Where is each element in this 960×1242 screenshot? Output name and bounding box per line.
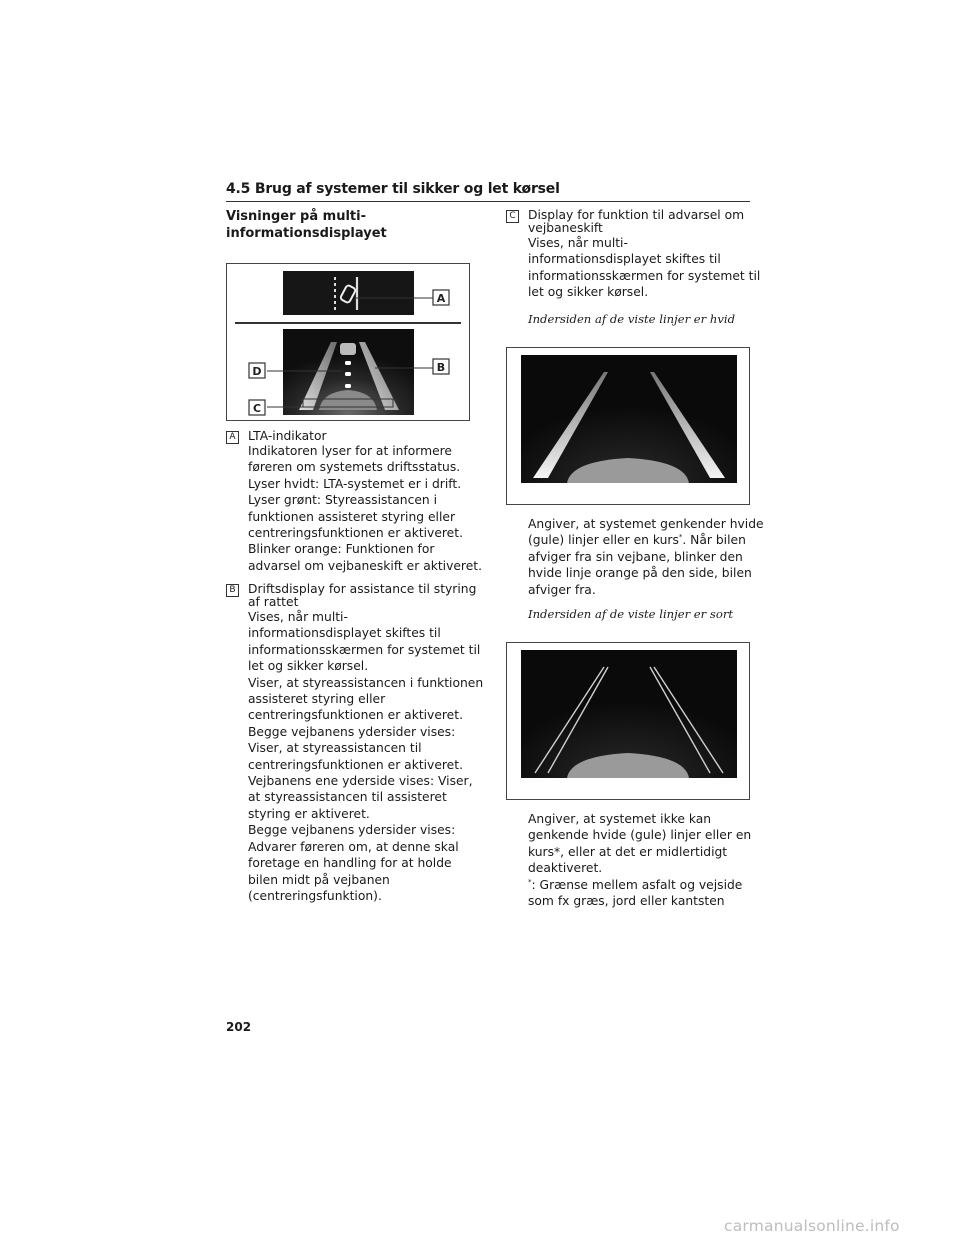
item-b-steering-assist-display <box>226 582 484 904</box>
black-lines-description <box>528 811 754 909</box>
text-line: Indikatoren lyser for at informere <box>248 444 452 458</box>
text-line: informationsskærmen for systemet til <box>248 642 481 657</box>
callout-label-d <box>249 363 265 378</box>
footnote-marker: * <box>528 877 532 886</box>
callout-label-b <box>433 359 449 374</box>
text-line: advarsel om vejbaneskift er aktiveret. <box>248 558 483 573</box>
text-line: genkende hvide (gule) linjer eller en <box>528 828 752 843</box>
title-line: vejbaneskift <box>528 221 603 235</box>
title-line: Display for funktion til advarsel om <box>528 208 745 222</box>
item-marker-a: A <box>226 431 239 444</box>
footnote-line: som fx græs, jord eller kantsten <box>528 894 725 909</box>
text-line: Lyser grønt: Styreassistancen i <box>248 493 438 508</box>
watermark-text: carmanualsonline.info <box>724 1217 900 1235</box>
caption-black-lines: Indersiden af de viste linjer er sort <box>528 607 734 621</box>
item-a-title: LTA-indikator <box>248 429 327 443</box>
figure-multi-info-display <box>226 263 470 421</box>
item-c-body <box>528 235 761 301</box>
left-column <box>226 208 474 242</box>
item-a-body <box>248 443 483 574</box>
text-line: Blinker orange: Funktionen for <box>248 542 435 557</box>
text-line: Angiver, at systemet genkender hvide <box>528 517 764 531</box>
item-b-title <box>248 583 476 609</box>
text-line: informationsdisplayet skiftes til <box>248 626 441 641</box>
page-number: 202 <box>226 1020 252 1034</box>
caption-white-lines: Indersiden af de viste linjer er hvid <box>528 312 736 326</box>
text-line: centreringsfunktionen er aktiveret. <box>248 757 463 772</box>
item-c-title <box>528 209 754 235</box>
item-a-lta-indicator <box>226 429 483 574</box>
text-line: informationsdisplayet skiftes til <box>528 252 721 267</box>
text-line: hvide linje orange på den side, bilen <box>528 566 752 581</box>
footnote-line <box>528 877 754 893</box>
text-line: Angiver, at systemet ikke kan <box>528 812 712 826</box>
text-line: Begge vejbanens ydersider vises: <box>248 724 456 739</box>
text-line: styring er aktiveret. <box>248 806 370 821</box>
text-line: kurs*, eller at det er midlertidigt <box>528 844 728 859</box>
text-line: Viser, at styreassistancen i funktionen <box>248 675 484 690</box>
text-line: assisteret styring eller <box>248 692 386 707</box>
item-marker-c: C <box>506 210 519 223</box>
text-line: Vises, når multi- <box>528 236 628 250</box>
black-lane-lines-illustration <box>507 643 749 799</box>
text-line: let og sikker kørsel. <box>248 659 369 674</box>
text-line: bilen midt på vejbanen <box>248 872 390 887</box>
text-line: Begge vejbanens ydersider vises: <box>248 823 456 838</box>
item-b-body <box>248 609 484 904</box>
svg-text:D: D <box>252 365 262 378</box>
text-line: centreringsfunktionen er aktiveret. <box>248 526 463 541</box>
separator-bar <box>235 322 461 324</box>
text-line <box>528 532 754 548</box>
svg-text:C: C <box>252 402 262 415</box>
text-line: afviger fra. <box>528 582 596 597</box>
section-header-title: 4.5 Brug af systemer til sikker og let kørsel <box>226 181 560 197</box>
text-line: deaktiveret. <box>528 861 603 876</box>
text-line: at styreassistancen til assisteret <box>248 790 447 805</box>
item-c-lane-departure-display <box>506 208 761 301</box>
text-line: let og sikker kørsel. <box>528 285 649 300</box>
section-header <box>226 178 750 202</box>
callout-label-c <box>249 400 265 415</box>
section-title: Visninger på multi-informationsdisplayet <box>226 209 387 241</box>
white-lines-description <box>528 516 764 598</box>
text-line: Vejbanens ene yderside vises: Viser, <box>248 774 473 789</box>
footnote-marker: * <box>678 533 683 542</box>
text-line: foretage en handling for at holde <box>248 856 452 871</box>
multi-info-display-illustration <box>227 264 469 420</box>
text-segment: . Når bilen <box>682 533 746 548</box>
text-line: informationsskærmen for systemet til <box>528 268 761 283</box>
text-line: centreringsfunktionen er aktiveret. <box>248 708 463 723</box>
text-line: funktionen assisteret styring eller <box>248 509 456 524</box>
title-line: af rattet <box>248 595 299 609</box>
white-lane-lines-illustration <box>507 348 749 504</box>
text-line: Vises, når multi- <box>248 610 348 624</box>
figure-white-lane-lines <box>506 347 750 505</box>
figure-black-lane-lines <box>506 642 750 800</box>
title-line: Driftsdisplay for assistance til styring <box>248 582 477 596</box>
text-line: Advarer føreren om, at denne skal <box>248 839 459 854</box>
svg-text:B: B <box>436 361 446 374</box>
item-marker-b: B <box>226 584 239 597</box>
footnote-text: : Grænse mellem asfalt og vejside <box>531 877 743 892</box>
text-segment: (gule) linjer eller en kurs <box>528 533 679 548</box>
callout-label-a <box>433 290 449 305</box>
text-line: (centreringsfunktion). <box>248 888 382 903</box>
text-line: Lyser hvidt: LTA-systemet er i drift. <box>248 476 462 491</box>
text-line: afviger fra sin vejbane, blinker den <box>528 549 743 564</box>
svg-text:A: A <box>436 292 446 305</box>
lta-indicator-panel <box>283 271 414 315</box>
text-line: føreren om systemets driftsstatus. <box>248 460 461 475</box>
text-line: Viser, at styreassistancen til <box>248 741 422 756</box>
